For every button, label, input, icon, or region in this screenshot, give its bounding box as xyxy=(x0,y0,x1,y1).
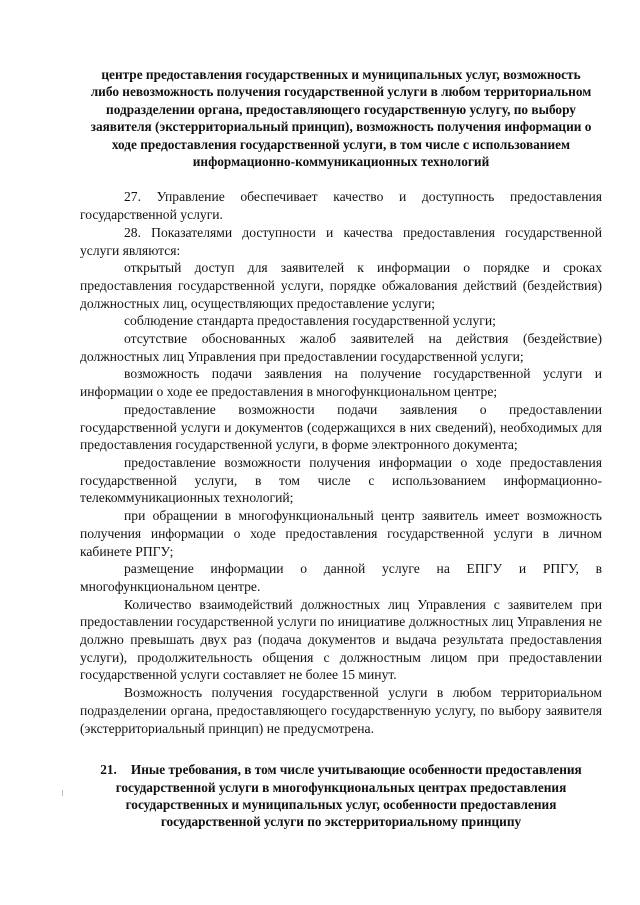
section-title: Иные требования, в том числе учитывающие особенности предоставления государственной услуги в многофункциональных центрах предоставления государственных и муниципальных услуг, особенности предоставления государственной услуги по экстерриториальному принципу xyxy=(115,762,582,830)
paragraph: предоставление возможности получения информации о ходе предоставления государственной услуги, в том числе с использованием информационно-телекоммуникационных технологий; xyxy=(80,454,602,506)
paragraph: отсутствие обоснованных жалоб заявителей на действия (бездействие) должностных лиц Управления при предоставлении государственной услуги; xyxy=(80,331,602,364)
paragraph: Количество взаимодействий должностных лиц Управления с заявителем при предоставлении государственной услуги по инициативе должностных лиц Управления не должно превышать двух раз (подача документов и выдача результата предоставления услуги), продолжительность общения с должностным лицом при предоставлении государственной услуги составляет не более 15 минут. xyxy=(80,596,602,683)
paragraph: предоставление возможности подачи заявления о предоставлении государственной услуги и документов (содержащихся в них сведений), необходимых для предоставления государственной услуги, в форме электронного документа; xyxy=(80,401,602,453)
section-heading-21 xyxy=(80,761,602,831)
paragraph: размещение информации о данной услуге на ЕПГУ и РПГУ, в многофункциональном центре. xyxy=(80,561,602,594)
paragraph: Возможность получения государственной услуги в любом территориальном подразделении органа, предоставляющего государственную услугу, по выбору заявителя (экстерриториальный принцип) не предусмотрена. xyxy=(80,685,602,736)
document-page xyxy=(80,66,602,831)
paragraph: при обращении в многофункциональный центр заявитель имеет возможность получения информации о ходе предоставления государственной услуги в личном кабинете РПГУ; xyxy=(80,508,602,559)
body-text xyxy=(80,188,602,737)
scan-margin-mark xyxy=(62,790,63,796)
section-number: 21. xyxy=(100,762,117,778)
paragraph: открытый доступ для заявителей к информации о порядке и сроках предоставления государственной услуги, порядке обжалования действий (бездействия) должностных лиц, осуществляющих предоставление услуги; xyxy=(80,260,602,311)
paragraph: соблюдение стандарта предоставления государственной услуги; xyxy=(124,313,496,329)
section-heading-continued: центре предоставления государственных и муниципальных услуг, возможность либо невозможность получения государственной услуги в любом территориальном подразделении органа, предоставляющего государственную услугу, по выбору заявителя (экстерриториальный принцип), возможность получения информации о ходе предоставления государственной услуги, в том числе с использованием информационно-коммуникационных технологий xyxy=(90,67,592,170)
paragraph: возможность подачи заявления на получение государственной услуги и информации о ходе ее предоставления в многофункциональном центре; xyxy=(80,366,602,400)
paragraph: 27. Управление обеспечивает качество и доступность предоставления государственной услуги. xyxy=(80,189,602,223)
paragraph: 28. Показателями доступности и качества предоставления государственной услуги являются: xyxy=(80,224,602,258)
